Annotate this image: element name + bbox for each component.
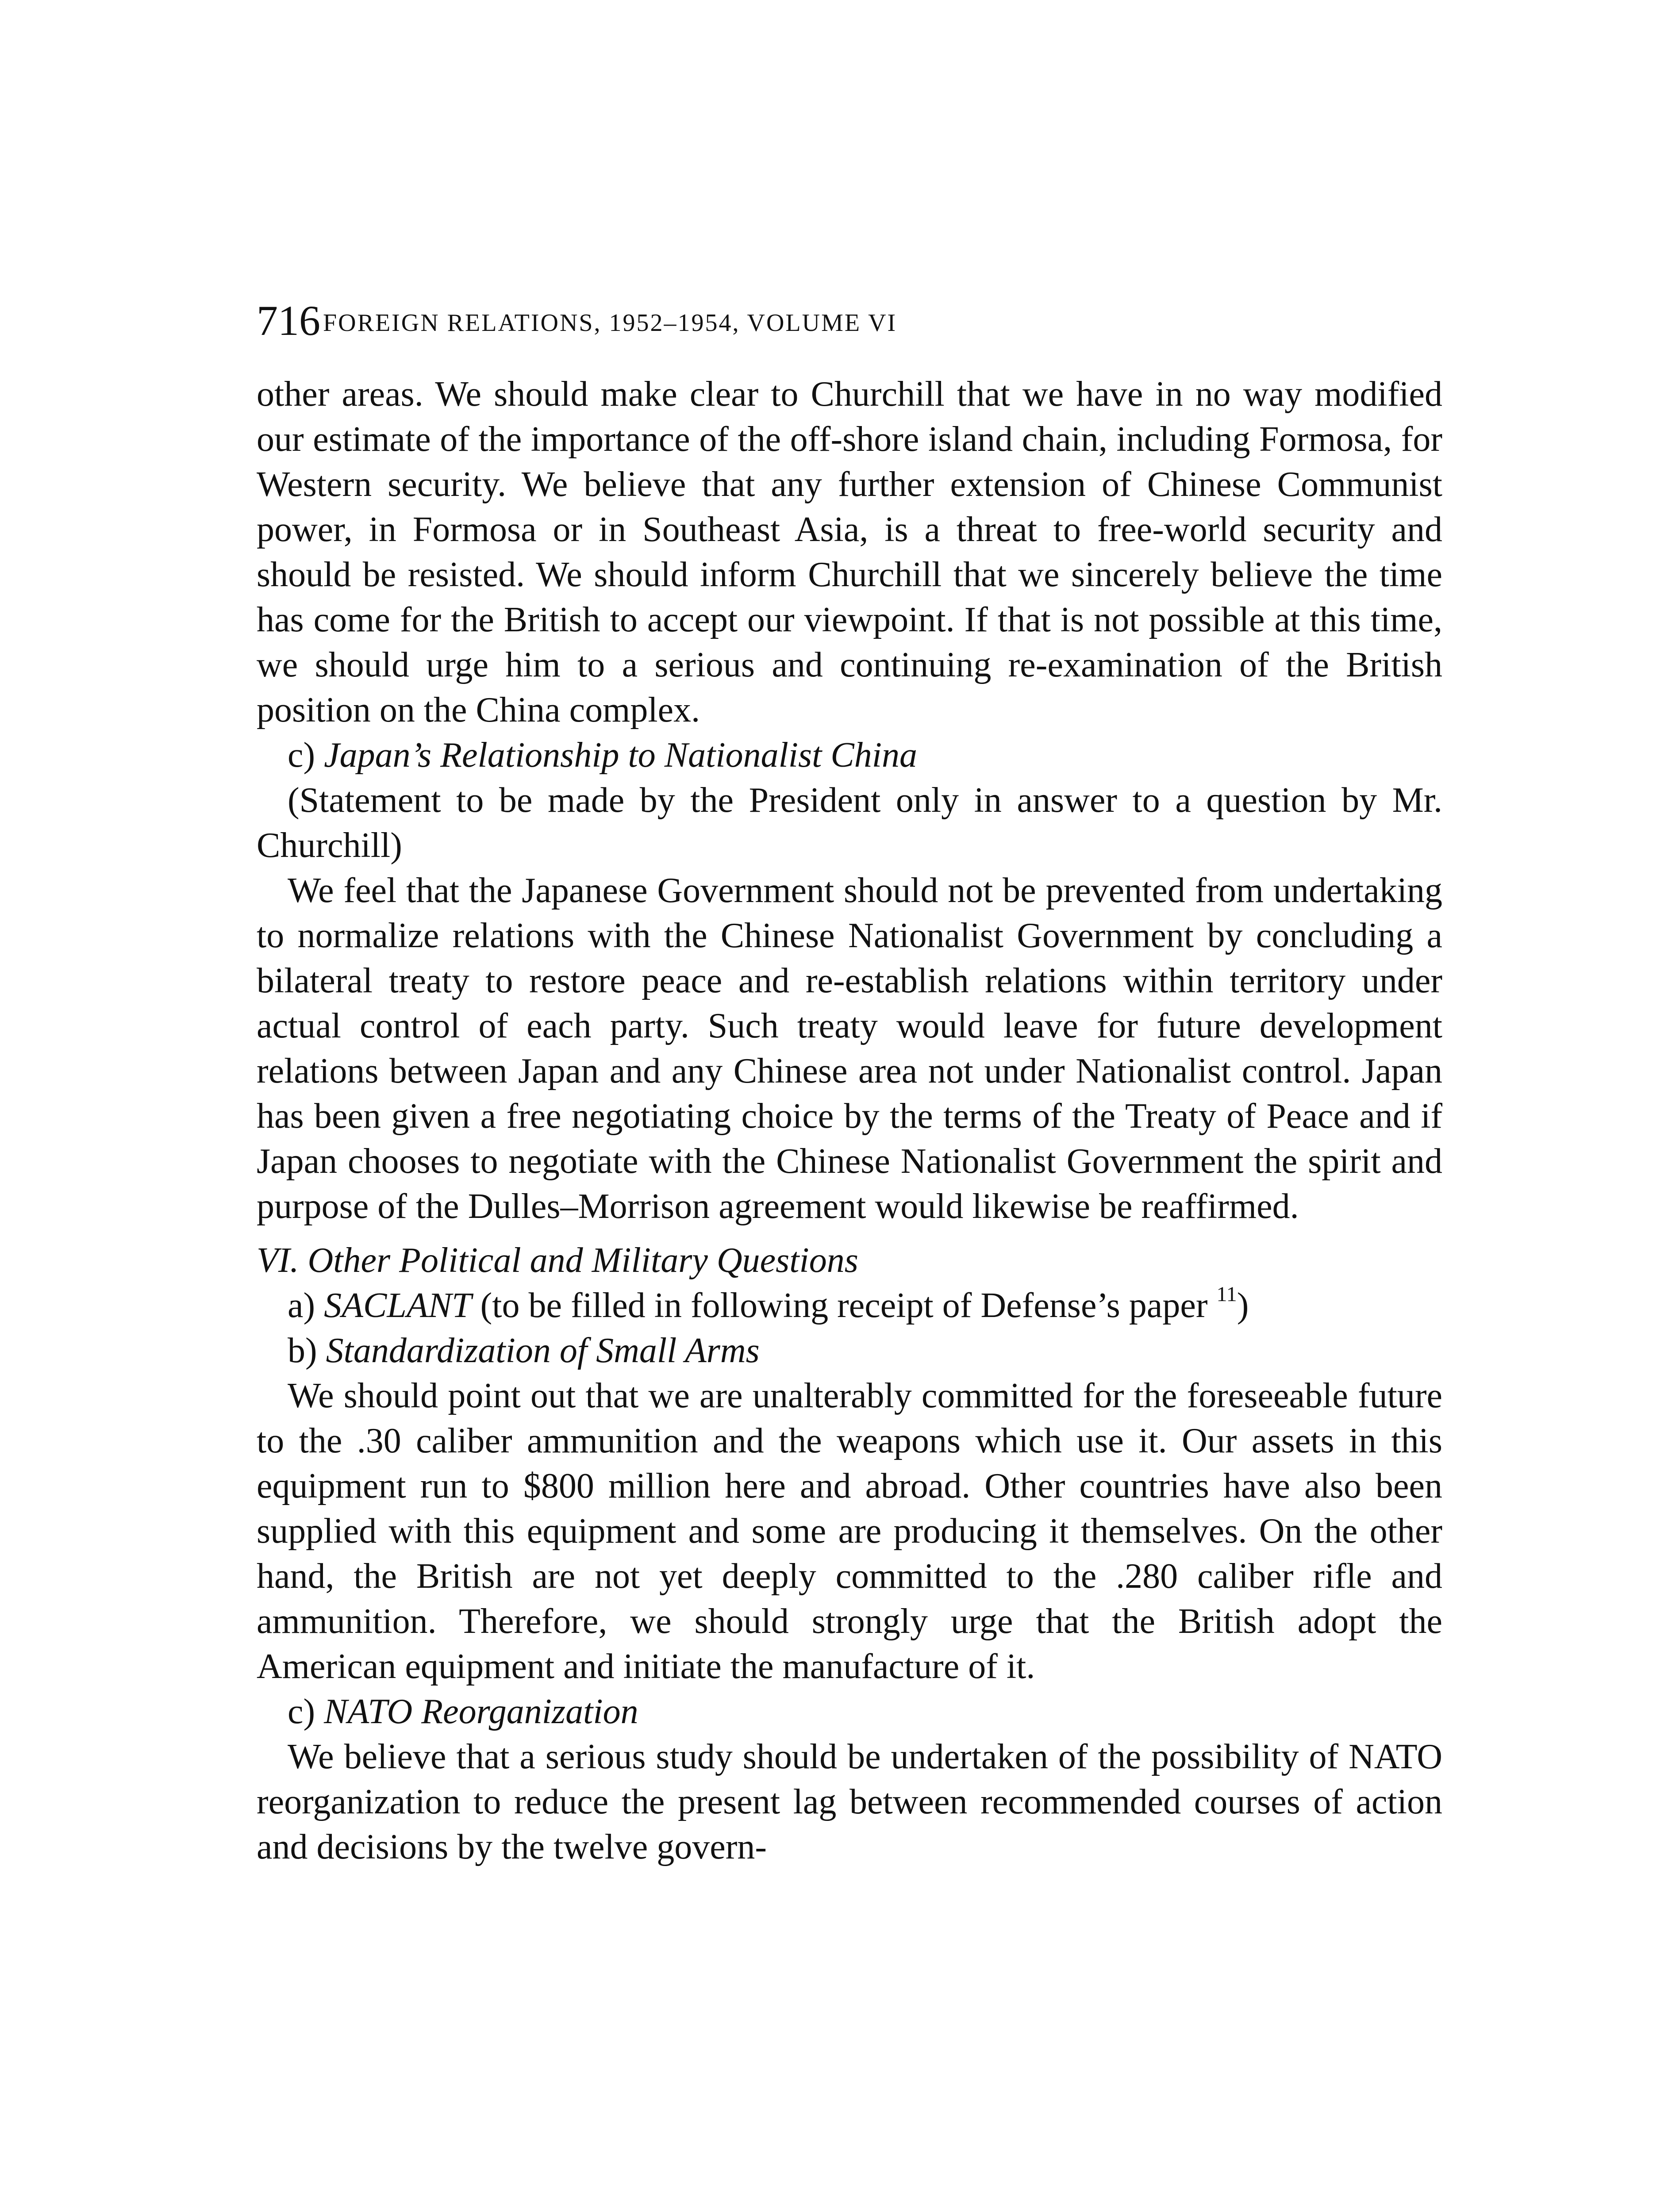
subheading-close: ) <box>1237 1286 1249 1325</box>
subheading-letter: c) <box>288 736 324 775</box>
subheading-title: SACLANT <box>324 1286 472 1325</box>
subheading-nato-reorganization <box>257 1689 1442 1734</box>
subheading-title: Standardization of Small Arms <box>326 1331 760 1370</box>
running-title: FOREIGN RELATIONS, 1952–1954, VOLUME VI <box>323 309 897 337</box>
paragraph-nato: We believe that a serious study should be undertaken of the possibility of NATO reorganization to reduce the present lag between recommended courses of action and decisions by the twelve govern- <box>257 1737 1442 1866</box>
subheading-title: NATO Reorganization <box>324 1692 638 1731</box>
page-header <box>257 296 1442 349</box>
section-heading-vi: VI. Other Political and Military Questions <box>257 1241 858 1280</box>
page-number: 716 <box>257 297 320 344</box>
paragraph-continuation: other areas. We should make clear to Churchill that we have in no way modified our estimate of the importance of the off-shore island chain, including Formosa, for Western security. We believe that any further extension of Chinese Communist power, in Formosa or in Southeast Asia, is a threat to free-world security and should be resisted. We should inform Churchill that we sincerely believe the time has come for the British to accept our viewpoint. If that is not possible at this time, we should urge him to a serious and continuing re-examination of the British position on the China complex. <box>257 375 1442 730</box>
subheading-note: (to be filled in following receipt of Defense’s paper <box>471 1286 1217 1325</box>
subheading-small-arms <box>257 1328 1442 1373</box>
paragraph-statement-note: (Statement to be made by the President only in answer to a question by Mr. Churchill) <box>257 781 1442 865</box>
body-text <box>257 372 1442 1870</box>
footnote-reference[interactable]: 11 <box>1216 1283 1237 1306</box>
paragraph-japanese-government: We feel that the Japanese Government should not be prevented from undertaking to normalize relations with the Chinese Nationalist Government by concluding a bilateral treaty to restore peace and re-establish relations within territory under actual control of each party. Such treaty would leave for future development relations between Japan and any Chinese area not under Nationalist control. Japan has been given a free negotiating choice by the terms of the Treaty of Peace and if Japan chooses to negotiate with the Chinese Nationalist Government the spirit and purpose of the Dulles–Morrison agreement would likewise be reaffirmed. <box>257 871 1442 1226</box>
subheading-letter: b) <box>288 1331 326 1370</box>
subheading-letter: a) <box>288 1286 324 1325</box>
subheading-title: Japan’s Relationship to Nationalist China <box>324 736 917 775</box>
subheading-letter: c) <box>288 1692 324 1731</box>
subheading-saclant <box>257 1283 1442 1328</box>
paragraph-small-arms: We should point out that we are unalterably committed for the foreseeable future to the .30 caliber ammunition and the weapons which use it. Our assets in this equipment run to $800 million here and abroad. Other countries have also been supplied with this equipment and some are producing it themselves. On the other hand, the British are not yet deeply committed to the .280 caliber rifle and ammunition. Therefore, we should strongly urge that the British adopt the American equipment and initiate the manufacture of it. <box>257 1376 1442 1686</box>
subheading-japan-relationship <box>257 733 1442 778</box>
